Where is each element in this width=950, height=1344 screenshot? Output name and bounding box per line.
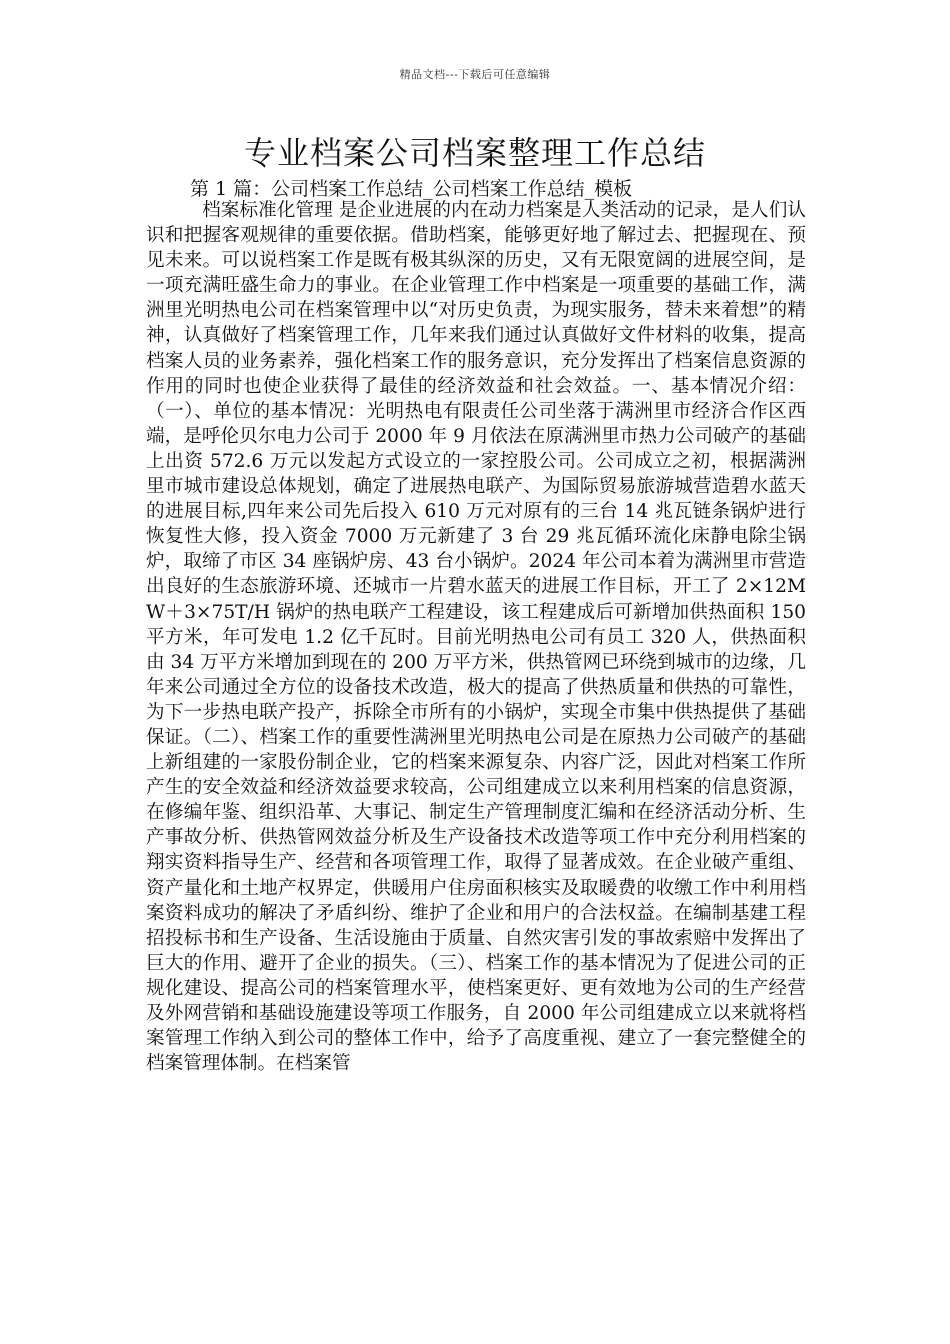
document-body (146, 198, 806, 1076)
page-header-note: 精品文档---下载后可任意编辑 (399, 68, 551, 81)
document-subtitle: 第 1 篇：公司档案工作总结_公司档案工作总结_模板 (190, 178, 633, 200)
document-title: 专业档案公司档案整理工作总结 (243, 134, 706, 172)
body-paragraph: 档案标准化管理 是企业进展的内在动力档案是人类活动的记录，是人们认识和把握客观规律的重要依据。借助档案，能够更好地了解过去、把握现在、预见未来。可以说档案工作是既有极其纵深的历史，又有无限宽阔的进展空间，是一项充满旺盛生命力的事业。在企业管理工作中档案是一项重要的基础工作，满洲里光明热电公司在档案管理中以“对历史负责，为现实服务，替未来着想”的精神，认真做好了档案管理工作，几年来我们通过认真做好文件材料的收集，提高档案人员的业务素养，强化档案工作的服务意识，充分发挥出了档案信息资源的作用的同时也使企业获得了最佳的经济效益和社会效益。一、基本情况介绍：（一）、单位的基本情况：光明热电有限责任公司坐落于满洲里市经济合作区西端，是呼伦贝尔电力公司于 2000 年 9 月依法在原满洲里市热力公司破产的基础上出资 572.6 万元以发起方式设立的一家控股公司。公司成立之初，根据满洲里市城市建设总体规划，确定了进展热电联产、为国际贸易旅游城营造碧水蓝天的进展目标,四年来公司先后投入 610 万元对原有的三台 14 兆瓦链条锅炉进行恢复性大修，投入资金 7000 万元新建了 3 台 29 兆瓦循环流化床静电除尘锅炉，取缔了市区 34 座锅炉房、43 台小锅炉。2024 年公司本着为满洲里市营造出良好的生态旅游环境、还城市一片碧水蓝天的进展工作目标，开工了 2×12MW＋3×75T/H 锅炉的热电联产工程建设，该工程建成后可新增加供热面积 150 平方米，年可发电 1.2 亿千瓦时。目前光明热电公司有员工 320 人，供热面积由 34 万平方米增加到现在的 200 万平方米，供热管网已环绕到城市的边缘，几年来公司通过全方位的设备技术改造，极大的提高了供热质量和供热的可靠性，为下一步热电联产投产，拆除全市所有的小锅炉，实现全市集中供热提供了基础保证。（二）、档案工作的重要性满洲里光明热电公司是在原热力公司破产的基础上新组建的一家股份制企业，它的档案来源复杂、内容广泛，因此对档案工作所产生的安全效益和经济效益要求较高，公司组建成立以来利用档案的信息资源，在修编年鉴、组织沿革、大事记、制定生产管理制度汇编和在经济活动分析、生产事故分析、供热管网效益分析及生产设备技术改造等项工作中充分利用档案的翔实资料指导生产、经营和各项管理工作，取得了显著成效。在企业破产重组、资产量化和土地产权界定，供暖用户住房面积核实及取暖费的收缴工作中利用档案资料成功的解决了矛盾纠纷、维护了企业和用户的合法权益。在编制基建工程招投标书和生产设备、生活设施由于质量、自然灾害引发的事故索赔中发挥出了巨大的作用、避开了企业的损失。（三）、档案工作的基本情况为了促进公司的正规化建设、提高公司的档案管理水平，使档案更好、更有效地为公司的生产经营及外网营销和基础设施建设等项工作服务，自 2000 年公司组建成立以来就将档案管理工作纳入到公司的整体工作中，给予了高度重视、建立了一套完整健全的档案管理体制。在档案管 (146, 200, 806, 1075)
